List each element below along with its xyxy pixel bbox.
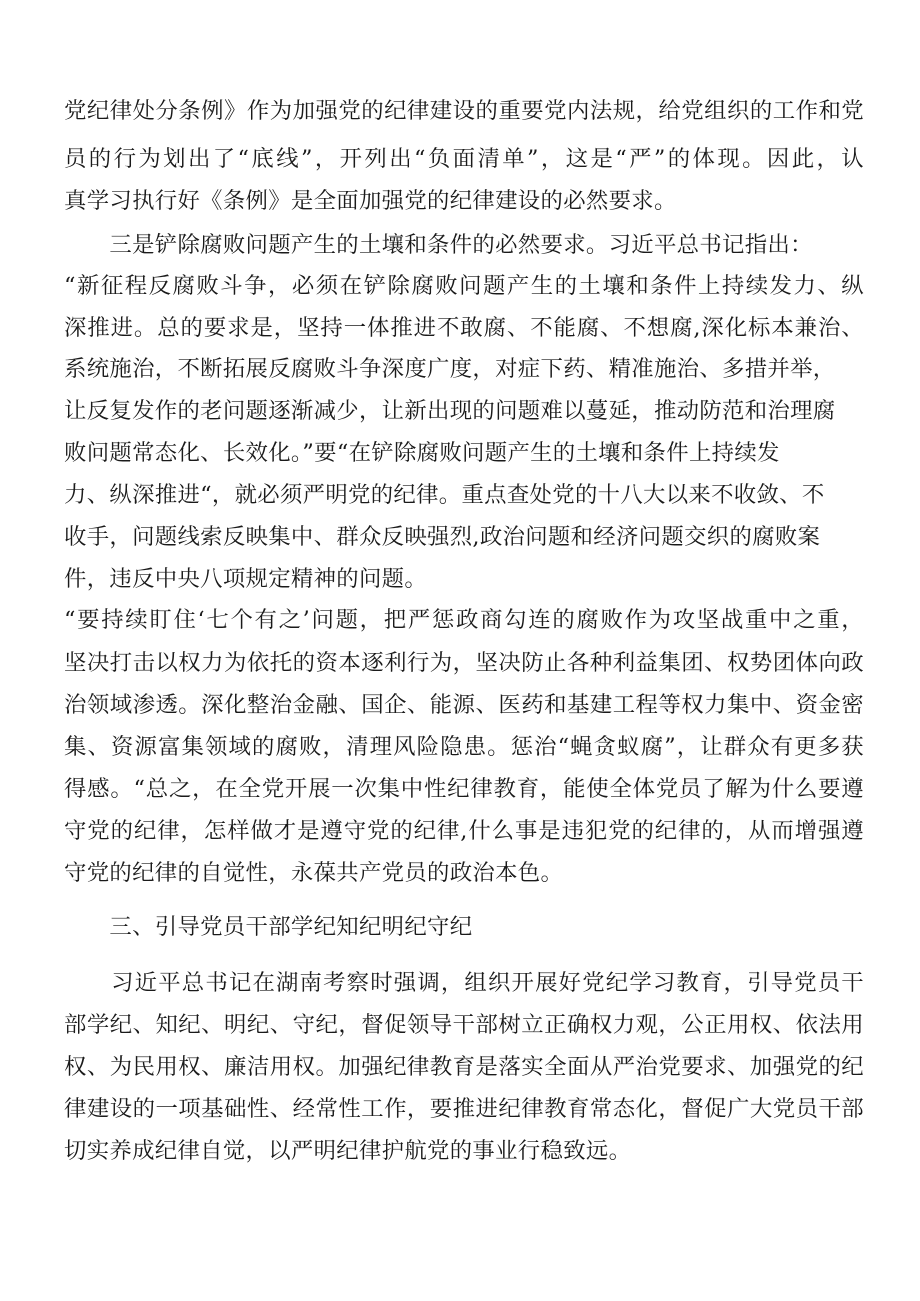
text-line: 权、为民用权、廉洁用权。加强纪律教育是落实全面从严治党要求、加强党的纪 xyxy=(64,1054,864,1080)
text-line: 律建设的一项基础性、经常性工作，要推进纪律教育常态化，督促广大党员干部 xyxy=(64,1096,864,1122)
text-line: 守党的纪律的自觉性，永葆共产党员的政治本色。 xyxy=(64,860,564,886)
text-line: 部学纪、知纪、明纪、守纪，督促领导干部树立正确权力观，公正用权、依法用 xyxy=(64,1012,864,1038)
text-line: 力、纵深推进“，就必须严明党的纪律。重点查处党的十八大以来不收敛、不 xyxy=(64,482,825,508)
text-line: 得感。“总之，在全党开展一次集中性纪律教育，能使全体党员了解为什么要遵 xyxy=(64,776,864,802)
text-line: “要持续盯住‘七个有之’问题，把严惩政商勾连的腐败作为攻坚战重中之重， xyxy=(64,607,864,633)
text-line: 真学习执行好《条例》是全面加强党的纪律建设的必然要求。 xyxy=(64,188,677,214)
text-line: 集、资源富集领域的腐败，清理风险隐患。惩治“蝇贪蚁腐”，让群众有更多获 xyxy=(64,734,864,760)
section-heading: 三、引导党员干部学纪知纪明纪守纪 xyxy=(64,914,473,940)
text-line: 切实养成纪律自觉，以严明纪律护航党的事业行稳致远。 xyxy=(64,1138,632,1164)
text-line: 守党的纪律，怎样做才是遵守党的纪律,什么事是违犯党的纪律的，从而增强遵 xyxy=(64,818,864,844)
text-line: “新征程反腐败斗争，必须在铲除腐败问题产生的土壤和条件上持续发力、纵 xyxy=(64,273,864,299)
text-line: 治领域渗透。深化整治金融、国企、能源、医药和基建工程等权力集中、资金密 xyxy=(64,692,864,718)
text-line: 让反复发作的老问题逐渐减少，让新出现的问题难以蔓延，推动防范和治理腐 xyxy=(64,398,836,424)
text-line: 坚决打击以权力为依托的资本逐利行为，坚决防止各种利益集团、权势团体向政 xyxy=(64,650,864,676)
text-line: 系统施治，不断拓展反腐败斗争深度广度，对症下药、精准施治、多措并举， xyxy=(64,356,836,382)
text-line: 败问题常态化、长效化。”要“在铲除腐败问题产生的土壤和条件上持续发 xyxy=(64,440,780,466)
text-line: 习近平总书记在湖南考察时强调，组织开展好党纪学习教育，引导党员干 xyxy=(64,970,864,996)
text-line: 收手，问题线索反映集中、群众反映强烈,政治问题和经济问题交织的腐败案 xyxy=(64,524,821,550)
text-line: 三是铲除腐败问题产生的土壤和条件的必然要求。习近平总书记指出： xyxy=(64,232,813,258)
text-line: 件，违反中央八项规定精神的问题。 xyxy=(64,566,428,592)
text-line: 党纪律处分条例》作为加强党的纪律建设的重要党内法规，给党组织的工作和党 xyxy=(64,98,864,124)
text-line: 深推进。总的要求是，坚持一体推进不敢腐、不能腐、不想腐,深化标本兼治、 xyxy=(64,315,864,341)
text-line: 员的行为划出了“底线”，开列出“负面清单”，这是“严”的体现。因此，认 xyxy=(64,146,864,172)
